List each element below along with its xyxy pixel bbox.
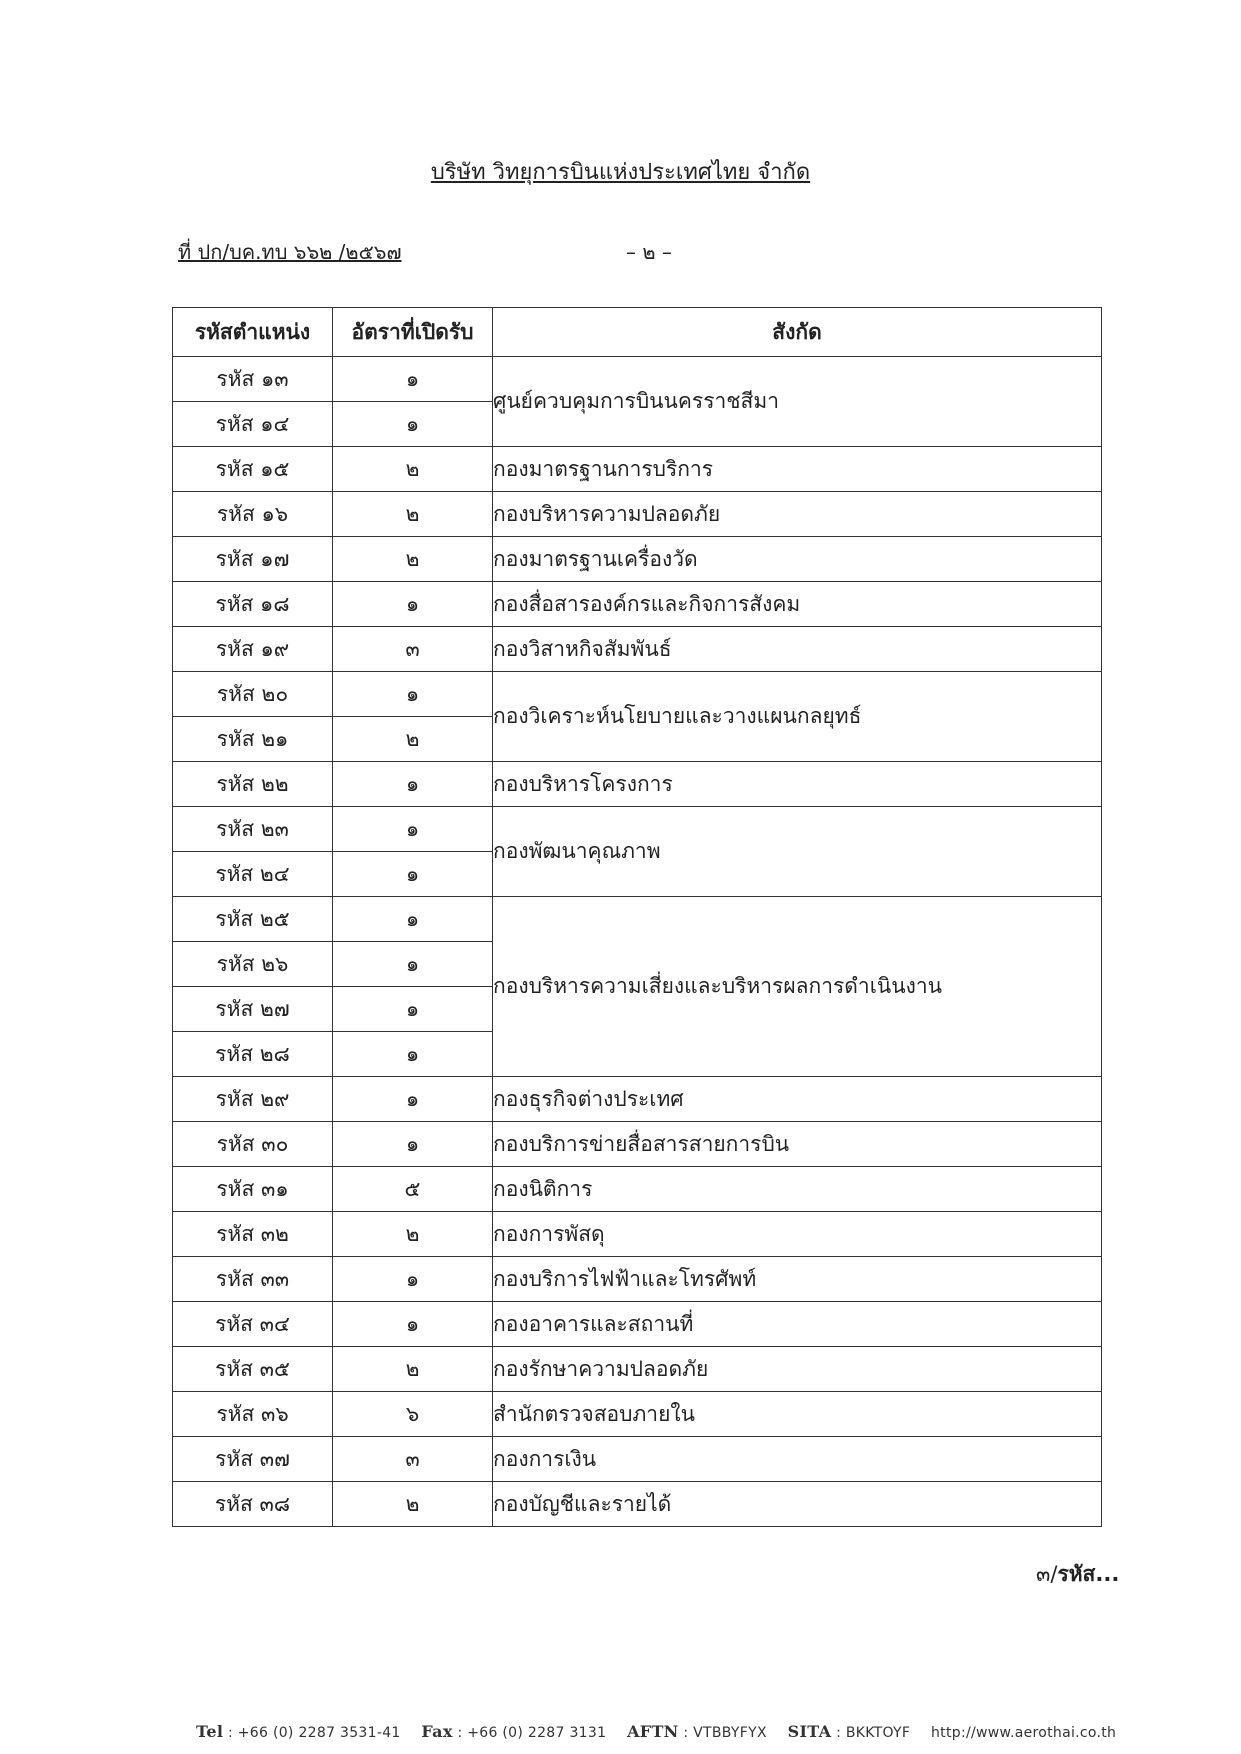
opening-count: ๖ bbox=[333, 1392, 493, 1437]
position-code: รหัส ๒๙ bbox=[173, 1077, 333, 1122]
opening-count: ๑ bbox=[333, 582, 493, 627]
column-header-unit: สังกัด bbox=[493, 308, 1102, 357]
position-code: รหัส ๓๑ bbox=[173, 1167, 333, 1212]
position-code: รหัส ๑๕ bbox=[173, 447, 333, 492]
department-name: กองวิเคราะห์นโยบายและวางแผนกลยุทธ์ bbox=[493, 672, 1102, 762]
table-row bbox=[173, 672, 1102, 717]
page-number: – ๒ – bbox=[626, 240, 672, 264]
opening-count: ๒ bbox=[333, 537, 493, 582]
position-code: รหัส ๒๒ bbox=[173, 762, 333, 807]
opening-count: ๒ bbox=[333, 1347, 493, 1392]
table-row bbox=[173, 492, 1102, 537]
department-name: กองบริหารความปลอดภัย bbox=[493, 492, 1102, 537]
table-header-row bbox=[173, 308, 1102, 357]
tel-value: : +66 (0) 2287 3531-41 bbox=[228, 1725, 401, 1741]
department-name: กองบริหารความเสี่ยงและบริหารผลการดำเนินงาน bbox=[493, 897, 1102, 1077]
position-code: รหัส ๑๓ bbox=[173, 357, 333, 402]
opening-count: ๒ bbox=[333, 492, 493, 537]
table-row bbox=[173, 1347, 1102, 1392]
opening-count: ๑ bbox=[333, 1032, 493, 1077]
table-body bbox=[173, 357, 1102, 1527]
position-code: รหัส ๒๐ bbox=[173, 672, 333, 717]
opening-count: ๑ bbox=[333, 672, 493, 717]
table-row bbox=[173, 807, 1102, 852]
department-name: กองนิติการ bbox=[493, 1167, 1102, 1212]
table-row bbox=[173, 627, 1102, 672]
position-code: รหัส ๓๗ bbox=[173, 1437, 333, 1482]
position-code: รหัส ๑๖ bbox=[173, 492, 333, 537]
opening-count: ๑ bbox=[333, 402, 493, 447]
position-code: รหัส ๓๕ bbox=[173, 1347, 333, 1392]
table-row bbox=[173, 1167, 1102, 1212]
table-row bbox=[173, 537, 1102, 582]
fax-value: : +66 (0) 2287 3131 bbox=[457, 1725, 607, 1741]
position-code: รหัส ๓๖ bbox=[173, 1392, 333, 1437]
opening-count: ๑ bbox=[333, 1122, 493, 1167]
table-row bbox=[173, 1077, 1102, 1122]
department-name: กองมาตรฐานเครื่องวัด bbox=[493, 537, 1102, 582]
positions-table bbox=[172, 307, 1102, 1527]
department-name: กองมาตรฐานการบริการ bbox=[493, 447, 1102, 492]
department-name: สำนักตรวจสอบภายใน bbox=[493, 1392, 1102, 1437]
opening-count: ๑ bbox=[333, 1302, 493, 1347]
aftn-value: : VTBBYFYX bbox=[683, 1725, 767, 1741]
table-row bbox=[173, 762, 1102, 807]
sita-label: SITA bbox=[787, 1722, 832, 1741]
table-row bbox=[173, 1122, 1102, 1167]
position-code: รหัส ๓๓ bbox=[173, 1257, 333, 1302]
position-code: รหัส ๓๐ bbox=[173, 1122, 333, 1167]
department-name: กองสื่อสารองค์กรและกิจการสังคม bbox=[493, 582, 1102, 627]
table-row bbox=[173, 1482, 1102, 1527]
opening-count: ๑ bbox=[333, 852, 493, 897]
company-name: บริษัท วิทยุการบินแห่งประเทศไทย จำกัด bbox=[430, 160, 811, 185]
department-name: กองพัฒนาคุณภาพ bbox=[493, 807, 1102, 897]
department-name: กองการเงิน bbox=[493, 1437, 1102, 1482]
department-name: กองบริการไฟฟ้าและโทรศัพท์ bbox=[493, 1257, 1102, 1302]
opening-count: ๑ bbox=[333, 897, 493, 942]
table-row bbox=[173, 357, 1102, 402]
table-row bbox=[173, 1392, 1102, 1437]
position-code: รหัส ๒๘ bbox=[173, 1032, 333, 1077]
position-code: รหัส ๒๓ bbox=[173, 807, 333, 852]
opening-count: ๒ bbox=[333, 1482, 493, 1527]
opening-count: ๑ bbox=[333, 807, 493, 852]
opening-count: ๑ bbox=[333, 762, 493, 807]
department-name: ศูนย์ควบคุมการบินนครราชสีมา bbox=[493, 357, 1102, 447]
opening-count: ๒ bbox=[333, 447, 493, 492]
fax-label: Fax bbox=[421, 1722, 453, 1741]
opening-count: ๓ bbox=[333, 1437, 493, 1482]
position-code: รหัส ๒๖ bbox=[173, 942, 333, 987]
opening-count: ๑ bbox=[333, 1077, 493, 1122]
position-code: รหัส ๒๔ bbox=[173, 852, 333, 897]
document-reference: ที่ ปก/บค.ทบ ๖๖๒ /๒๕๖๗ bbox=[178, 240, 402, 264]
table-row bbox=[173, 582, 1102, 627]
column-header-code: รหัสตำแหน่ง bbox=[173, 308, 333, 357]
opening-count: ๒ bbox=[333, 717, 493, 762]
position-code: รหัส ๓๒ bbox=[173, 1212, 333, 1257]
table-row bbox=[173, 447, 1102, 492]
tel-label: Tel bbox=[196, 1722, 224, 1741]
aftn-label: AFTN bbox=[627, 1722, 679, 1741]
position-code: รหัส ๒๑ bbox=[173, 717, 333, 762]
table-row bbox=[173, 897, 1102, 942]
position-code: รหัส ๑๔ bbox=[173, 402, 333, 447]
opening-count: ๑ bbox=[333, 987, 493, 1032]
table-row bbox=[173, 1212, 1102, 1257]
sita-value: : BKKTOYF bbox=[836, 1725, 911, 1741]
opening-count: ๓ bbox=[333, 627, 493, 672]
department-name: กองบัญชีและรายได้ bbox=[493, 1482, 1102, 1527]
position-code: รหัส ๑๘ bbox=[173, 582, 333, 627]
opening-count: ๑ bbox=[333, 1257, 493, 1302]
department-name: กองบริการข่ายสื่อสารสายการบิน bbox=[493, 1122, 1102, 1167]
continuation-note bbox=[1036, 1558, 1119, 1591]
opening-count: ๑ bbox=[333, 357, 493, 402]
opening-count: ๒ bbox=[333, 1212, 493, 1257]
department-name: กองบริหารโครงการ bbox=[493, 762, 1102, 807]
table-row bbox=[173, 1257, 1102, 1302]
department-name: กองอาคารและสถานที่ bbox=[493, 1302, 1102, 1347]
position-code: รหัส ๒๗ bbox=[173, 987, 333, 1032]
position-code: รหัส ๑๗ bbox=[173, 537, 333, 582]
department-name: กองการพัสดุ bbox=[493, 1212, 1102, 1257]
position-code: รหัส ๑๙ bbox=[173, 627, 333, 672]
department-name: กองวิสาหกิจสัมพันธ์ bbox=[493, 627, 1102, 672]
position-code: รหัส ๒๕ bbox=[173, 897, 333, 942]
table-row bbox=[173, 1437, 1102, 1482]
continuation-number: ๓/ bbox=[1036, 1562, 1058, 1586]
department-name: กองรักษาความปลอดภัย bbox=[493, 1347, 1102, 1392]
continuation-word: รหัส... bbox=[1057, 1562, 1120, 1586]
column-header-count: อัตราที่เปิดรับ bbox=[333, 308, 493, 357]
contact-footer bbox=[196, 1722, 1116, 1741]
table-row bbox=[173, 1302, 1102, 1347]
position-code: รหัส ๓๘ bbox=[173, 1482, 333, 1527]
department-name: กองธุรกิจต่างประเทศ bbox=[493, 1077, 1102, 1122]
opening-count: ๑ bbox=[333, 942, 493, 987]
position-code: รหัส ๓๔ bbox=[173, 1302, 333, 1347]
website-link[interactable]: http://www.aerothai.co.th bbox=[931, 1725, 1117, 1741]
opening-count: ๕ bbox=[333, 1167, 493, 1212]
